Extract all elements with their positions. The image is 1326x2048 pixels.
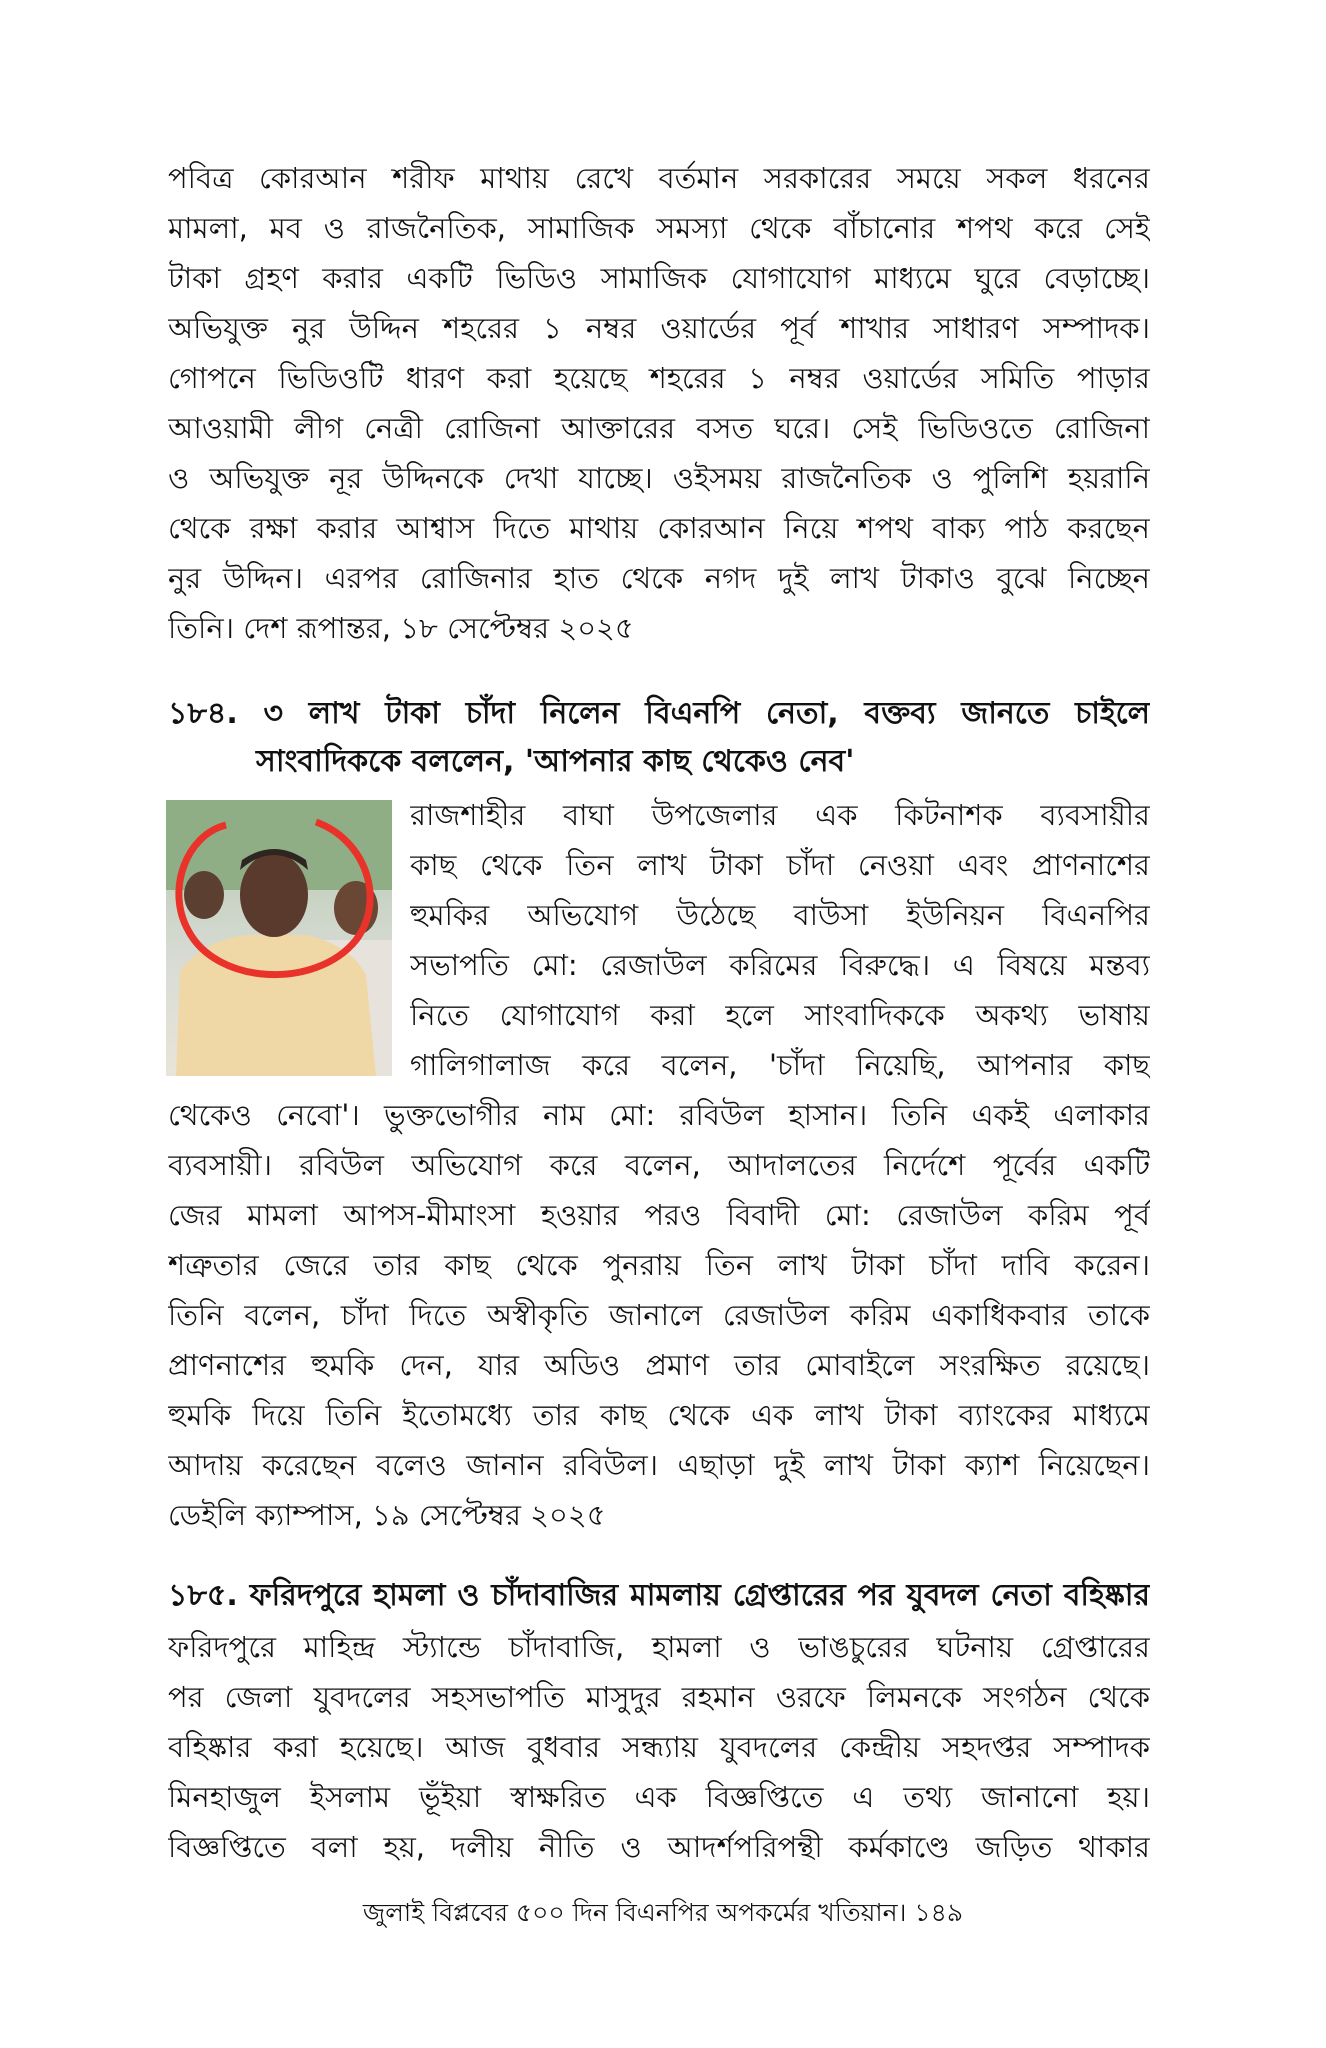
- heading-line: ১৮৫. ফরিদপুরে হামলা ও চাঁদাবাজির মামলায় গ্রেপ্তারের পর যুবদল নেতা বহিষ্কার: [168, 1578, 1150, 1613]
- text-line: বিজ্ঞপ্তিতে বলা হয়, দলীয় নীতি ও আদর্শপরিপন্থী কর্মকাণ্ডে জড়িত থাকার: [168, 1830, 1150, 1864]
- text-line: পবিত্র কোরআন শরীফ মাথায় রেখে বর্তমান সরকারের সময়ে সকল ধরনের: [168, 161, 1150, 195]
- text-line: শত্রুতার জেরে তার কাছ থেকে পুনরায় তিন লাখ টাকা চাঁদা দাবি করেন।: [168, 1248, 1150, 1282]
- text-line: প্রাণনাশের হুমকি দেন, যার অডিও প্রমাণ তার মোবাইলে সংরক্ষিত রয়েছে।: [168, 1348, 1150, 1382]
- text-line: গোপনে ভিডিওটি ধারণ করা হয়েছে শহরের ১ নম্বর ওয়ার্ডের সমিতি পাড়ার: [168, 361, 1150, 395]
- text-line: ও অভিযুক্ত নূর উদ্দিনকে দেখা যাচ্ছে। ওইসময় রাজনৈতিক ও পুলিশি হয়রানি: [168, 461, 1150, 495]
- article-184-body: [168, 1090, 1150, 1540]
- text-line: ব্যবসায়ী। রবিউল অভিযোগ করে বলেন, আদালতের নির্দেশে পূর্বের একটি: [168, 1148, 1150, 1182]
- heading-line: সাংবাদিককে বললেন, 'আপনার কাছ থেকেও নেব': [256, 744, 855, 779]
- text-line: গালিগালাজ করে বলেন, 'চাঁদা নিয়েছি, আপনার কাছ: [410, 1048, 1150, 1082]
- article-184-body-beside-photo: [410, 790, 1150, 1090]
- text-line: বহিষ্কার করা হয়েছে। আজ বুধবার সন্ধ্যায় যুবদলের কেন্দ্রীয় সহদপ্তর সম্পাদক: [168, 1730, 1150, 1764]
- text-line: রাজশাহীর বাঘা উপজেলার এক কিটনাশক ব্যবসায়ীর: [410, 798, 1150, 832]
- news-photo: [166, 800, 392, 1076]
- article-184-heading: [168, 690, 1150, 786]
- text-line: ফরিদপুরে মাহিন্দ্র স্ট্যান্ডে চাঁদাবাজি, হামলা ও ভাঙচুরের ঘটনায় গ্রেপ্তারের: [168, 1630, 1150, 1664]
- text-line: হুমকির অভিযোগ উঠেছে বাউসা ইউনিয়ন বিএনপির: [410, 898, 1150, 932]
- article-185-body: [168, 1622, 1150, 1872]
- text-line: পর জেলা যুবদলের সহসভাপতি মাসুদুর রহমান ওরফে লিমনকে সংগঠন থেকে: [168, 1680, 1150, 1714]
- text-line: হুমকি দিয়ে তিনি ইতোমধ্যে তার কাছ থেকে এক লাখ টাকা ব্যাংকের মাধ্যমে: [168, 1398, 1150, 1432]
- text-line: আওয়ামী লীগ নেত্রী রোজিনা আক্তারের বসত ঘরে। সেই ভিডিওতে রোজিনা: [168, 411, 1150, 445]
- man-face: [240, 853, 308, 937]
- paragraph-continued: [168, 153, 1150, 653]
- photo-illustration: [166, 800, 392, 1076]
- text-line: সভাপতি মো: রেজাউল করিমের বিরুদ্ধে। এ বিষয়ে মন্তব্য: [410, 948, 1150, 982]
- source-line: তিনি। দেশ রূপান্তর, ১৮ সেপ্টেম্বর ২০২৫: [168, 611, 634, 645]
- text-line: মামলা, মব ও রাজনৈতিক, সামাজিক সমস্যা থেকে বাঁচানোর শপথ করে সেই: [168, 211, 1150, 245]
- text-line: আদায় করেছেন বলেও জানান রবিউল। এছাড়া দুই লাখ টাকা ক্যাশ নিয়েছেন।: [168, 1448, 1150, 1482]
- text-line: জের মামলা আপস-মীমাংসা হওয়ার পরও বিবাদী মো: রেজাউল করিম পূর্ব: [168, 1198, 1150, 1232]
- source-line: ডেইলি ক্যাম্পাস, ১৯ সেপ্টেম্বর ২০২৫: [168, 1498, 606, 1532]
- heading-line: ১৮৪. ৩ লাখ টাকা চাঁদা নিলেন বিএনপি নেতা, বক্তব্য জানতে চাইলে: [168, 696, 1150, 731]
- bystander-head: [184, 871, 224, 919]
- text-line: কাছ থেকে তিন লাখ টাকা চাঁদা নেওয়া এবং প্রাণনাশের: [410, 848, 1150, 882]
- text-line: নুর উদ্দিন। এরপর রোজিনার হাত থেকে নগদ দুই লাখ টাকাও বুঝে নিচ্ছেন: [168, 561, 1150, 595]
- text-line: থেকে রক্ষা করার আশ্বাস দিতে মাথায় কোরআন নিয়ে শপথ বাক্য পাঠ করছেন: [168, 511, 1150, 545]
- text-line: নিতে যোগাযোগ করা হলে সাংবাদিককে অকথ্য ভাষায়: [410, 998, 1150, 1032]
- text-line: টাকা গ্রহণ করার একটি ভিডিও সামাজিক যোগাযোগ মাধ্যমে ঘুরে বেড়াচ্ছে।: [168, 261, 1150, 295]
- text-line: থেকেও নেবো'। ভুক্তভোগীর নাম মো: রবিউল হাসান। তিনি একই এলাকার: [168, 1098, 1150, 1132]
- article-185-heading: [168, 1572, 1150, 1620]
- text-line: মিনহাজুল ইসলাম ভূঁইয়া স্বাক্ষরিত এক বিজ্ঞপ্তিতে এ তথ্য জানানো হয়।: [168, 1780, 1150, 1814]
- text-line: অভিযুক্ত নুর উদ্দিন শহরের ১ নম্বর ওয়ার্ডের পূর্ব শাখার সাধারণ সম্পাদক।: [168, 311, 1150, 345]
- text-line: তিনি বলেন, চাঁদা দিতে অস্বীকৃতি জানালে রেজাউল করিম একাধিকবার তাকে: [168, 1298, 1150, 1332]
- page-footer: জুলাই বিপ্লবের ৫০০ দিন বিএনপির অপকর্মের খতিয়ান। ১৪৯: [362, 1898, 964, 1927]
